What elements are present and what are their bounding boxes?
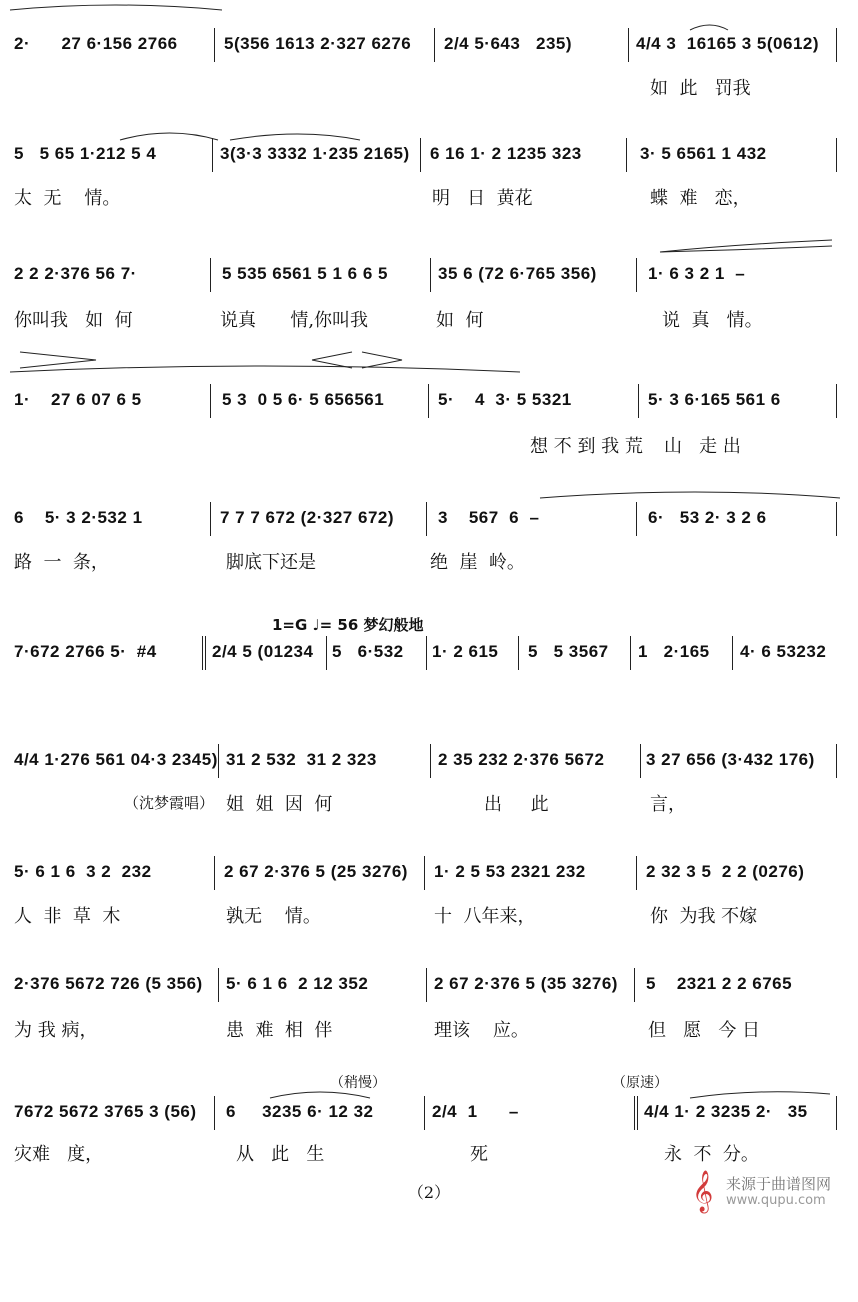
lyric-text: 绝 崖 岭。 bbox=[430, 552, 525, 573]
measure-group: 35 6 (72 6·765 356) bbox=[438, 264, 597, 283]
watermark-title: 来源于曲谱图网 bbox=[726, 1175, 832, 1193]
measure-group: 5 5 3567 bbox=[528, 642, 609, 661]
measure-group: 6 5· 3 2·532 1 bbox=[14, 508, 143, 527]
crescendo-hairpin bbox=[312, 352, 352, 368]
decrescendo-hairpin bbox=[362, 352, 402, 368]
measure-group: 2/4 5·643 235) bbox=[444, 34, 573, 53]
measure-group: 2 32 3 5 2 2 (0276) bbox=[646, 862, 805, 881]
lyric-text: 说 真 情。 bbox=[662, 310, 763, 331]
measure-group: 5(356 1613 2·327 6276 bbox=[224, 34, 412, 53]
lyric-text: 明 日 黄花 bbox=[432, 188, 533, 209]
key-tempo-marking: 1=G ♩= 56 梦幻般地 bbox=[272, 616, 424, 634]
lyric-text: 说真 情,你叫我 bbox=[220, 310, 369, 331]
watermark-url: www.qupu.com bbox=[726, 1193, 826, 1208]
lyric-text: 你 为我 不嫁 bbox=[650, 906, 758, 927]
lyric-text: 蝶 难 恋， bbox=[650, 188, 751, 209]
measure-group: 2·376 5672 726 (5 356) bbox=[14, 974, 203, 993]
measure-group: 2 67 2·376 5 (35 3276) bbox=[434, 974, 618, 993]
measure-group: 2· 27 6·156 2766 bbox=[14, 34, 178, 53]
lyric-text: 人 非 草 木 bbox=[14, 906, 121, 927]
lyric-text: 但 愿 今 日 bbox=[648, 1020, 761, 1041]
measure-group: 5 3 0 5 6· 5 656561 bbox=[222, 390, 385, 409]
watermark bbox=[692, 1169, 852, 1213]
measure-group: 4· 6 53232 bbox=[740, 642, 827, 661]
measure-group: 5· 4 3· 5 5321 bbox=[438, 390, 572, 409]
measure-group: 3 567 6 – bbox=[438, 508, 540, 527]
measure-group: 7·672 2766 5· #4 bbox=[14, 642, 157, 661]
singer-annotation: （沈梦霞唱） bbox=[124, 794, 215, 812]
lyric-text: 永 不 分。 bbox=[664, 1144, 759, 1165]
slur bbox=[230, 134, 360, 140]
measure-group: 6 16 1· 2 1235 323 bbox=[430, 144, 582, 163]
measure-group: 4/4 1·276 561 04·3 2345) bbox=[14, 750, 218, 769]
slur bbox=[10, 5, 222, 10]
decrescendo-hairpin bbox=[20, 352, 96, 368]
lyric-text: 理该 应。 bbox=[434, 1020, 529, 1041]
measure-group: 1· 2 615 bbox=[432, 642, 499, 661]
measure-group: 2 67 2·376 5 (25 3276) bbox=[224, 862, 408, 881]
measure-group: 3· 5 6561 1 432 bbox=[640, 144, 767, 163]
measure-group: 3(3·3 3332 1·235 2165) bbox=[220, 144, 410, 163]
measure-group: 5· 6 1 6 3 2 232 bbox=[14, 862, 152, 881]
slur bbox=[10, 366, 520, 372]
tempo-slower-marking: （稍慢） bbox=[330, 1075, 386, 1091]
slur bbox=[120, 133, 218, 140]
measure-group: 5· 6 1 6 2 12 352 bbox=[226, 974, 369, 993]
slur bbox=[690, 1092, 830, 1098]
measure-group: 31 2 532 31 2 323 bbox=[226, 750, 377, 769]
lyric-text: 孰无 情。 bbox=[226, 906, 321, 927]
measure-group: 2/4 5 (01234 bbox=[212, 642, 314, 661]
lyric-text: 太 无 情。 bbox=[14, 188, 121, 209]
lyric-text: 灾难 度， bbox=[14, 1144, 104, 1165]
slur bbox=[690, 25, 728, 30]
lyric-text: 出 此 bbox=[484, 794, 549, 815]
measure-group: 1· 2 5 53 2321 232 bbox=[434, 862, 586, 881]
measure-group: 2 35 232 2·376 5672 bbox=[438, 750, 605, 769]
measure-group: 1 2·165 bbox=[638, 642, 710, 661]
lyric-text: 姐 姐 因 何 bbox=[226, 794, 333, 815]
page-number: （2） bbox=[407, 1183, 451, 1202]
tempo-original-marking: （原速） bbox=[612, 1075, 668, 1091]
measure-group: 5 6·532 bbox=[332, 642, 404, 661]
measure-group: 1· 6 3 2 1 – bbox=[648, 264, 746, 283]
measure-group: 2 2 2·376 56 7· bbox=[14, 264, 137, 283]
measure-group: 4/4 1· 2 3235 2· 35 bbox=[644, 1102, 808, 1121]
measure-group: 6 3235 6· 12 32 bbox=[226, 1102, 374, 1121]
slur bbox=[540, 492, 840, 498]
crescendo-hairpin bbox=[660, 246, 832, 252]
lyric-text: 脚底下还是 bbox=[226, 552, 316, 573]
lyric-text: 山 走 出 bbox=[664, 436, 741, 457]
lyric-text: 十 八年来， bbox=[434, 906, 536, 927]
lyric-text: 死 bbox=[470, 1144, 488, 1165]
lyric-text: 如 此 罚我 bbox=[650, 78, 751, 99]
slur bbox=[270, 1092, 370, 1098]
lyric-text: 患 难 相 伴 bbox=[226, 1020, 333, 1041]
measure-group: 1· 27 6 07 6 5 bbox=[14, 390, 142, 409]
measure-group: 6· 53 2· 3 2 6 bbox=[648, 508, 767, 527]
lyric-text: 从 此 生 bbox=[236, 1144, 325, 1165]
measure-group: 3 27 656 (3·432 176) bbox=[646, 750, 815, 769]
lyric-text: 想 不 到 我 荒 bbox=[530, 436, 643, 457]
lyric-text: 为 我 病， bbox=[14, 1020, 98, 1041]
measure-group: 7 7 7 672 (2·327 672) bbox=[220, 508, 395, 527]
measure-group: 4/4 3 16165 3 5(0612) bbox=[636, 34, 820, 53]
measure-group: 5 5 65 1·212 5 4 bbox=[14, 144, 157, 163]
measure-group: 2/4 1 – bbox=[432, 1102, 519, 1121]
lyric-text: 如 何 bbox=[436, 310, 484, 331]
measure-group: 5· 3 6·165 561 6 bbox=[648, 390, 781, 409]
lyric-text: 路 一 条， bbox=[14, 552, 109, 573]
measure-group: 5 535 6561 5 1 6 6 5 bbox=[222, 264, 388, 283]
treble-clef-icon: 𝄞 bbox=[692, 1171, 714, 1212]
measure-group: 7672 5672 3765 3 (56) bbox=[14, 1102, 197, 1121]
lyric-text: 你叫我 如 何 bbox=[14, 310, 133, 331]
measure-group: 5 2321 2 2 6765 bbox=[646, 974, 793, 993]
lyric-text: 言， bbox=[650, 794, 686, 815]
crescendo-hairpin bbox=[660, 240, 832, 252]
